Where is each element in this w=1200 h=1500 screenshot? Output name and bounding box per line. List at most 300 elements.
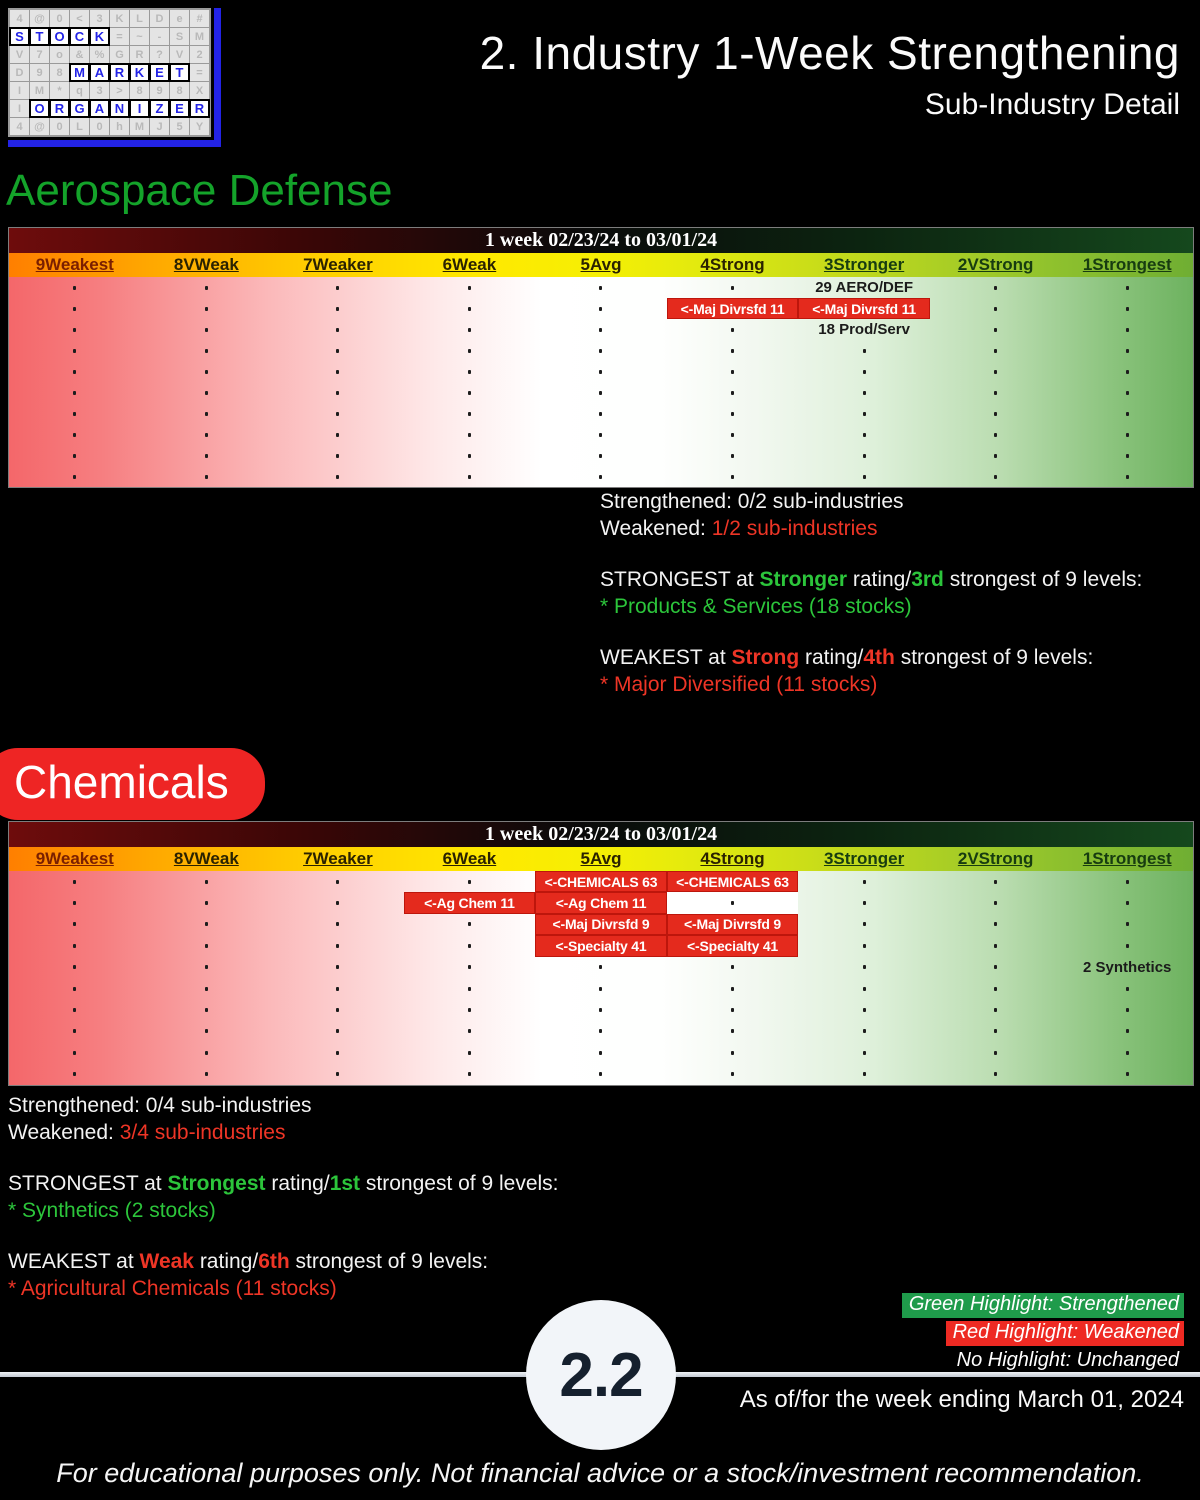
empty-cell bbox=[9, 1042, 141, 1063]
dot-marker bbox=[205, 1008, 208, 1012]
dot-marker bbox=[73, 1051, 76, 1055]
stat-text-segment: WEAKEST at bbox=[8, 1250, 140, 1273]
spacer bbox=[8, 1224, 559, 1248]
empty-cell bbox=[9, 935, 141, 956]
as-of-date: As of/for the week ending March 01, 2024 bbox=[739, 1386, 1184, 1413]
sub-industry-label: <-Ag Chem 11 bbox=[424, 895, 515, 912]
stat-text-segment: 1/2 sub-industries bbox=[711, 517, 878, 540]
logo-filler-tile: I bbox=[10, 82, 29, 99]
stat-text-segment: Strong bbox=[731, 646, 800, 669]
empty-cell bbox=[930, 382, 1062, 403]
logo-filler-tile: D bbox=[10, 64, 29, 81]
empty-cell bbox=[141, 298, 273, 319]
table-row bbox=[9, 319, 1193, 340]
empty-cell bbox=[1061, 1064, 1193, 1085]
column-header-3stronger: 3Stronger bbox=[823, 849, 905, 868]
logo-filler-tile: % bbox=[90, 46, 109, 63]
dot-marker bbox=[994, 433, 997, 437]
empty-cell bbox=[272, 319, 404, 340]
dot-marker bbox=[1126, 1029, 1129, 1033]
stat-text-segment: strongest of 9 levels: bbox=[943, 568, 1143, 591]
dot-marker bbox=[731, 1072, 734, 1076]
dot-marker bbox=[599, 1029, 602, 1033]
dot-marker bbox=[73, 286, 76, 290]
disclaimer-text: For educational purposes only. Not financial advice or a stock/investment recommendation. bbox=[56, 1458, 1144, 1488]
empty-cell bbox=[404, 382, 536, 403]
empty-cell bbox=[798, 340, 930, 361]
empty-cell bbox=[9, 277, 141, 298]
logo-filler-tile: 4 bbox=[10, 10, 29, 27]
sub-industry-label: <-CHEMICALS 63 bbox=[544, 873, 658, 890]
logo-filler-tile: o bbox=[50, 46, 69, 63]
logo-letter-tile: R bbox=[50, 100, 69, 117]
chemicals-table bbox=[8, 821, 1194, 1086]
dot-marker bbox=[336, 433, 339, 437]
logo-letter-tile: G bbox=[70, 100, 89, 117]
empty-cell bbox=[9, 382, 141, 403]
empty-cell bbox=[272, 892, 404, 913]
dot-marker bbox=[336, 1051, 339, 1055]
empty-cell bbox=[141, 466, 273, 487]
dot-marker bbox=[73, 901, 76, 905]
dot-marker bbox=[599, 1008, 602, 1012]
dot-marker bbox=[73, 370, 76, 374]
stat-text-segment: rating/ bbox=[265, 1172, 330, 1195]
dot-marker bbox=[468, 370, 471, 374]
dot-marker bbox=[863, 433, 866, 437]
empty-cell bbox=[404, 403, 536, 424]
empty-cell bbox=[272, 445, 404, 466]
dot-marker bbox=[731, 965, 734, 969]
dot-marker bbox=[994, 1029, 997, 1033]
sub-industry-label: <-Maj Divrsfd 11 bbox=[680, 300, 785, 317]
table-row bbox=[9, 445, 1193, 466]
logo-letter-tile: O bbox=[30, 100, 49, 117]
empty-cell bbox=[1061, 361, 1193, 382]
empty-cell bbox=[404, 1021, 536, 1042]
dot-marker bbox=[731, 370, 734, 374]
dot-marker bbox=[863, 454, 866, 458]
empty-cell bbox=[798, 403, 930, 424]
empty-cell bbox=[404, 340, 536, 361]
empty-cell bbox=[141, 892, 273, 913]
dot-marker bbox=[863, 349, 866, 353]
empty-cell bbox=[141, 1042, 273, 1063]
dot-marker bbox=[73, 922, 76, 926]
empty-cell bbox=[930, 935, 1062, 956]
column-header-4strong: 4Strong bbox=[700, 849, 765, 868]
logo-letter-tile: K bbox=[130, 64, 149, 81]
sub-industry-label: <-CHEMICALS 63 bbox=[676, 873, 789, 890]
empty-cell bbox=[535, 403, 667, 424]
table-row bbox=[9, 1042, 1193, 1063]
stat-line bbox=[600, 515, 1142, 542]
dot-marker bbox=[994, 922, 997, 926]
dot-marker bbox=[731, 349, 734, 353]
column-header-6weak: 6Weak bbox=[442, 849, 497, 868]
stat-text-segment: STRONGEST at bbox=[600, 568, 760, 591]
dot-marker bbox=[1126, 286, 1129, 290]
dot-marker bbox=[599, 987, 602, 991]
stat-text-segment: * Synthetics (2 stocks) bbox=[8, 1199, 216, 1222]
dot-marker bbox=[994, 944, 997, 948]
logo-filler-tile: ~ bbox=[130, 28, 149, 45]
stat-text-segment: rating/ bbox=[799, 646, 864, 669]
spacer bbox=[600, 542, 1142, 566]
empty-cell bbox=[535, 298, 667, 319]
stat-line bbox=[600, 566, 1142, 593]
stat-line bbox=[600, 488, 1142, 515]
dot-marker bbox=[336, 307, 339, 311]
dot-marker bbox=[73, 944, 76, 948]
empty-cell bbox=[9, 466, 141, 487]
dot-marker bbox=[73, 1008, 76, 1012]
empty-cell bbox=[930, 978, 1062, 999]
empty-cell bbox=[1061, 871, 1193, 892]
logo-filler-tile: = bbox=[190, 64, 209, 81]
dot-marker bbox=[336, 412, 339, 416]
logo-letter-tile: E bbox=[150, 64, 169, 81]
dot-marker bbox=[731, 412, 734, 416]
empty-cell bbox=[798, 1064, 930, 1085]
empty-cell bbox=[1061, 1042, 1193, 1063]
column-header-3stronger: 3Stronger bbox=[823, 255, 905, 274]
dot-marker bbox=[336, 1072, 339, 1076]
logo-letter-tile: K bbox=[90, 28, 109, 45]
sub-industry-label: 29 AERO/DEF bbox=[815, 279, 913, 296]
logo-filler-tile: ? bbox=[150, 46, 169, 63]
logo-filler-tile: 4 bbox=[10, 118, 29, 135]
dot-marker bbox=[1126, 987, 1129, 991]
table-week-range: 1 week 02/23/24 to 03/01/24 bbox=[9, 228, 1193, 253]
dot-marker bbox=[1126, 475, 1129, 479]
logo-filler-tile: Y bbox=[190, 118, 209, 135]
dot-marker bbox=[863, 944, 866, 948]
dot-marker bbox=[336, 391, 339, 395]
empty-cell bbox=[535, 957, 667, 978]
empty-cell bbox=[930, 445, 1062, 466]
empty-cell bbox=[272, 403, 404, 424]
empty-cell bbox=[798, 466, 930, 487]
empty-cell bbox=[9, 298, 141, 319]
logo-filler-tile: M bbox=[130, 118, 149, 135]
empty-cell bbox=[535, 340, 667, 361]
sub-industry-label: 2 Synthetics bbox=[1083, 958, 1172, 976]
empty-cell bbox=[930, 871, 1062, 892]
aerospace-defense-table bbox=[8, 227, 1194, 488]
dot-marker bbox=[468, 307, 471, 311]
dot-marker bbox=[731, 433, 734, 437]
dot-marker bbox=[1126, 412, 1129, 416]
dot-marker bbox=[863, 965, 866, 969]
sub-industry-label: <-Maj Divrsfd 11 bbox=[812, 300, 916, 317]
logo-letter-tile: T bbox=[30, 28, 49, 45]
sub-industry-highlight-cell bbox=[535, 871, 667, 892]
empty-cell bbox=[404, 277, 536, 298]
empty-cell bbox=[141, 978, 273, 999]
logo-filler-tile: M bbox=[30, 82, 49, 99]
dot-marker bbox=[336, 901, 339, 905]
dot-marker bbox=[731, 454, 734, 458]
dot-marker bbox=[599, 1072, 602, 1076]
empty-cell bbox=[141, 935, 273, 956]
empty-cell bbox=[9, 424, 141, 445]
white-cell bbox=[667, 892, 799, 913]
dot-marker bbox=[994, 987, 997, 991]
empty-cell bbox=[1061, 935, 1193, 956]
logo-filler-tile: h bbox=[110, 118, 129, 135]
empty-cell bbox=[272, 935, 404, 956]
empty-cell bbox=[798, 892, 930, 913]
table-row bbox=[9, 424, 1193, 445]
stat-text-segment: Stronger bbox=[759, 568, 847, 591]
logo-filler-tile: S bbox=[170, 28, 189, 45]
dot-marker bbox=[599, 391, 602, 395]
empty-cell bbox=[9, 403, 141, 424]
empty-cell bbox=[798, 1042, 930, 1063]
dot-marker bbox=[73, 965, 76, 969]
dot-marker bbox=[468, 475, 471, 479]
empty-cell bbox=[272, 382, 404, 403]
empty-cell bbox=[535, 424, 667, 445]
legend-row bbox=[902, 1349, 1184, 1374]
dot-marker bbox=[205, 454, 208, 458]
empty-cell bbox=[798, 445, 930, 466]
crossword-grid bbox=[8, 8, 211, 137]
empty-cell bbox=[798, 871, 930, 892]
dot-marker bbox=[205, 965, 208, 969]
dot-marker bbox=[863, 370, 866, 374]
empty-cell bbox=[930, 914, 1062, 935]
dot-marker bbox=[336, 880, 339, 884]
page-title: 2. Industry 1-Week Strengthening bbox=[479, 27, 1180, 79]
dot-marker bbox=[599, 965, 602, 969]
dot-marker bbox=[73, 307, 76, 311]
sub-industry-cell bbox=[798, 277, 930, 298]
table-week-range: 1 week 02/23/24 to 03/01/24 bbox=[9, 822, 1193, 847]
dot-marker bbox=[863, 1029, 866, 1033]
logo-filler-tile: # bbox=[190, 10, 209, 27]
empty-cell bbox=[535, 277, 667, 298]
empty-cell bbox=[930, 319, 1062, 340]
stat-line bbox=[600, 671, 1142, 698]
dot-marker bbox=[1126, 1008, 1129, 1012]
stat-line bbox=[600, 644, 1142, 671]
stat-text-segment: strongest of 9 levels: bbox=[360, 1172, 559, 1195]
empty-cell bbox=[667, 445, 799, 466]
sub-industry-highlight-cell bbox=[535, 914, 667, 935]
empty-cell bbox=[930, 1064, 1062, 1085]
logo-letter-tile: S bbox=[10, 28, 29, 45]
empty-cell bbox=[141, 340, 273, 361]
column-header-7weaker: 7Weaker bbox=[303, 255, 373, 274]
logo-filler-tile: L bbox=[130, 10, 149, 27]
chemicals-badge-label: Chemicals bbox=[14, 756, 229, 808]
empty-cell bbox=[404, 1042, 536, 1063]
dot-marker bbox=[731, 1029, 734, 1033]
dot-marker bbox=[1126, 391, 1129, 395]
spacer bbox=[8, 1146, 559, 1170]
empty-cell bbox=[404, 957, 536, 978]
empty-cell bbox=[9, 978, 141, 999]
dot-marker bbox=[994, 286, 997, 290]
empty-cell bbox=[141, 914, 273, 935]
dot-marker bbox=[731, 286, 734, 290]
empty-cell bbox=[667, 1064, 799, 1085]
empty-cell bbox=[141, 957, 273, 978]
logo-filler-tile: 0 bbox=[90, 118, 109, 135]
empty-cell bbox=[404, 871, 536, 892]
empty-cell bbox=[1061, 319, 1193, 340]
stat-text-segment: Strengthened: 0/4 sub-industries bbox=[8, 1094, 312, 1117]
column-header-8vweak: 8VWeak bbox=[173, 849, 239, 868]
empty-cell bbox=[667, 340, 799, 361]
dot-marker bbox=[205, 391, 208, 395]
empty-cell bbox=[9, 445, 141, 466]
header bbox=[480, 26, 1180, 122]
dot-marker bbox=[336, 1029, 339, 1033]
empty-cell bbox=[141, 382, 273, 403]
dot-marker bbox=[1126, 349, 1129, 353]
dot-marker bbox=[468, 328, 471, 332]
dot-marker bbox=[73, 1072, 76, 1076]
dot-marker bbox=[1126, 880, 1129, 884]
dot-marker bbox=[863, 922, 866, 926]
legend-chip-red: Red Highlight: Weakened bbox=[946, 1321, 1184, 1346]
dot-marker bbox=[73, 987, 76, 991]
empty-cell bbox=[272, 914, 404, 935]
empty-cell bbox=[272, 999, 404, 1020]
logo-letter-tile: R bbox=[110, 64, 129, 81]
logo-filler-tile: J bbox=[150, 118, 169, 135]
empty-cell bbox=[9, 914, 141, 935]
empty-cell bbox=[535, 361, 667, 382]
dot-marker bbox=[205, 1029, 208, 1033]
table-row bbox=[9, 361, 1193, 382]
empty-cell bbox=[667, 424, 799, 445]
dot-marker bbox=[468, 391, 471, 395]
sub-industry-highlight-cell bbox=[535, 935, 667, 956]
stat-text-segment: 3/4 sub-industries bbox=[119, 1121, 286, 1144]
dot-marker bbox=[863, 475, 866, 479]
empty-cell bbox=[667, 466, 799, 487]
column-header-1strongest: 1Strongest bbox=[1082, 255, 1172, 274]
stat-text-segment: strongest of 9 levels: bbox=[894, 646, 1094, 669]
dot-marker bbox=[73, 391, 76, 395]
logo-filler-tile: 7 bbox=[30, 46, 49, 63]
dot-marker bbox=[731, 1051, 734, 1055]
empty-cell bbox=[535, 445, 667, 466]
stat-text-segment: * Products & Services (18 stocks) bbox=[600, 595, 912, 618]
dot-marker bbox=[994, 412, 997, 416]
empty-cell bbox=[141, 999, 273, 1020]
dot-marker bbox=[994, 1072, 997, 1076]
stat-text-segment: 1st bbox=[329, 1172, 361, 1195]
dot-marker bbox=[599, 1051, 602, 1055]
highlight-legend bbox=[902, 1293, 1184, 1377]
dot-marker bbox=[73, 412, 76, 416]
empty-cell bbox=[930, 424, 1062, 445]
dot-marker bbox=[731, 987, 734, 991]
dot-marker bbox=[1126, 328, 1129, 332]
dot-marker bbox=[863, 1072, 866, 1076]
empty-cell bbox=[141, 361, 273, 382]
dot-marker bbox=[994, 475, 997, 479]
sub-industry-label: <-Ag Chem 11 bbox=[555, 895, 647, 912]
dot-marker bbox=[205, 412, 208, 416]
empty-cell bbox=[141, 1021, 273, 1042]
dot-marker bbox=[1126, 901, 1129, 905]
stock-market-organizer-logo bbox=[8, 8, 221, 147]
sub-industry-label: <-Specialty 41 bbox=[555, 937, 647, 954]
dot-marker bbox=[468, 1029, 471, 1033]
logo-filler-tile: @ bbox=[30, 10, 49, 27]
dot-marker bbox=[73, 1029, 76, 1033]
logo-filler-tile: 2 bbox=[190, 46, 209, 63]
logo-letter-tile: T bbox=[170, 64, 189, 81]
empty-cell bbox=[930, 361, 1062, 382]
empty-cell bbox=[1061, 978, 1193, 999]
empty-cell bbox=[9, 319, 141, 340]
dot-marker bbox=[731, 1008, 734, 1012]
empty-cell bbox=[535, 999, 667, 1020]
empty-cell bbox=[535, 466, 667, 487]
logo-letter-tile: Z bbox=[150, 100, 169, 117]
empty-cell bbox=[667, 957, 799, 978]
empty-cell bbox=[141, 277, 273, 298]
empty-cell bbox=[1061, 999, 1193, 1020]
spacer bbox=[600, 620, 1142, 644]
table-row bbox=[9, 403, 1193, 424]
empty-cell bbox=[141, 1064, 273, 1085]
stat-text-segment: rating/ bbox=[847, 568, 912, 591]
empty-cell bbox=[535, 319, 667, 340]
empty-cell bbox=[404, 361, 536, 382]
empty-cell bbox=[930, 277, 1062, 298]
table-row bbox=[9, 298, 1193, 319]
stat-text-segment: 6th bbox=[258, 1250, 290, 1273]
empty-cell bbox=[798, 361, 930, 382]
logo-filler-tile: V bbox=[170, 46, 189, 63]
empty-cell bbox=[272, 361, 404, 382]
table-row bbox=[9, 382, 1193, 403]
column-header-6weak: 6Weak bbox=[442, 255, 497, 274]
empty-cell bbox=[9, 1064, 141, 1085]
logo-filler-tile: I bbox=[10, 100, 29, 117]
dot-marker bbox=[863, 901, 866, 905]
dot-marker bbox=[599, 454, 602, 458]
dot-marker bbox=[468, 286, 471, 290]
dot-marker bbox=[468, 944, 471, 948]
empty-cell bbox=[667, 277, 799, 298]
table-row bbox=[9, 277, 1193, 298]
empty-cell bbox=[798, 957, 930, 978]
empty-cell bbox=[141, 445, 273, 466]
page-number-badge bbox=[526, 1300, 676, 1450]
dot-marker bbox=[863, 987, 866, 991]
dot-marker bbox=[468, 349, 471, 353]
logo-filler-tile: D bbox=[150, 10, 169, 27]
empty-cell bbox=[535, 382, 667, 403]
empty-cell bbox=[930, 1042, 1062, 1063]
column-header-7weaker: 7Weaker bbox=[303, 849, 373, 868]
stat-text-segment: Weak bbox=[139, 1250, 194, 1273]
empty-cell bbox=[1061, 892, 1193, 913]
dot-marker bbox=[994, 965, 997, 969]
empty-cell bbox=[930, 892, 1062, 913]
empty-cell bbox=[404, 1064, 536, 1085]
stat-text-segment: Weakened: bbox=[8, 1121, 120, 1144]
